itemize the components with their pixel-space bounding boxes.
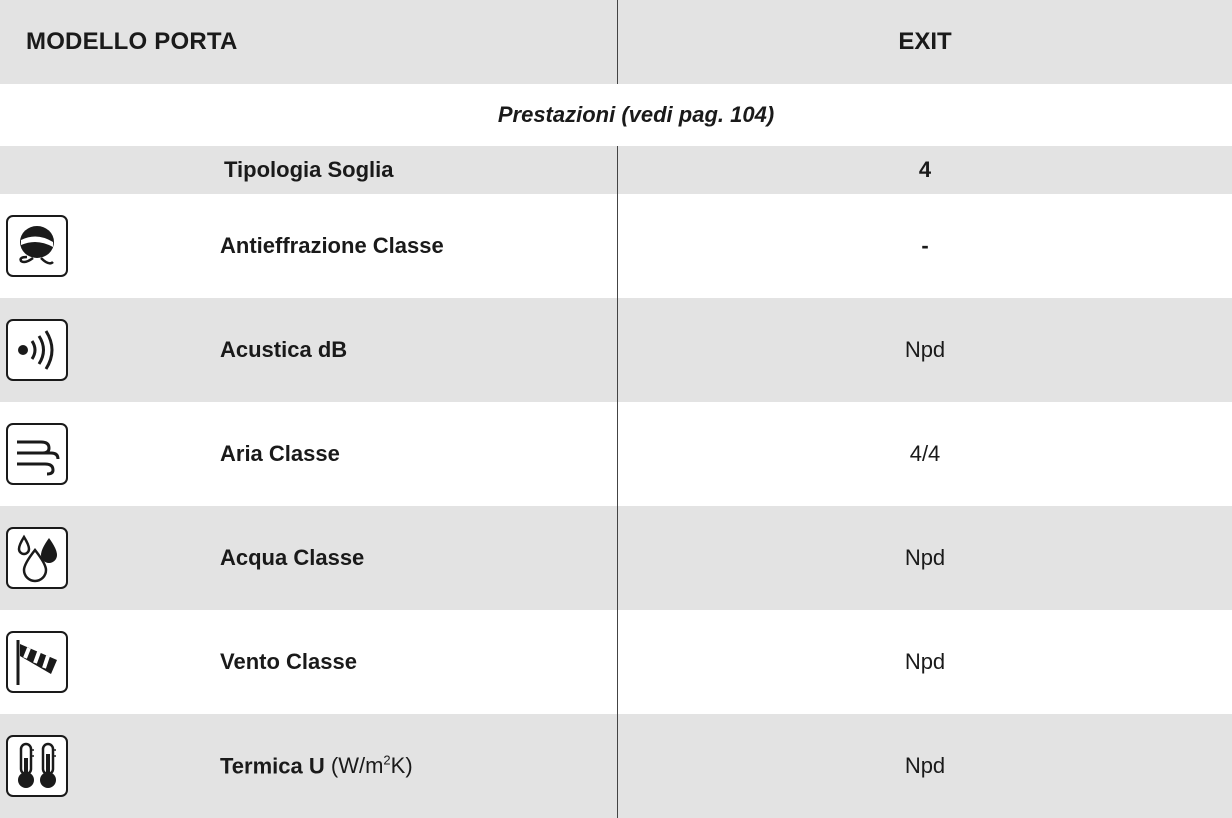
row-value: Npd [904, 337, 946, 362]
row-value: - [921, 233, 929, 258]
sound-waves-icon [6, 319, 68, 381]
table-row [0, 194, 1232, 298]
row-label: Aria Classe [220, 441, 340, 466]
row-label: Antieffrazione Classe [220, 233, 444, 258]
model-header-label: MODELLO PORTA [26, 28, 238, 55]
row-label [220, 753, 413, 779]
row-value: Npd [904, 649, 946, 674]
row-label: Vento Classe [220, 649, 357, 674]
table-row [0, 298, 1232, 402]
air-wind-icon [6, 423, 68, 485]
unit-superscript: 2 [383, 752, 391, 768]
row-value: 4/4 [909, 441, 941, 466]
column-divider [617, 0, 618, 84]
threshold-value: 4 [918, 157, 932, 182]
performance-reference: Prestazioni (vedi pag. 104) [497, 102, 775, 127]
model-name-header: EXIT [898, 28, 952, 55]
row-label: Acqua Classe [220, 545, 365, 570]
threshold-label: Tipologia Soglia [224, 157, 394, 182]
thermometer-icon [6, 735, 68, 797]
row-label-text: Termica U [220, 753, 325, 779]
table-row [0, 714, 1232, 818]
table-row [0, 610, 1232, 714]
table-header [0, 0, 1232, 84]
water-drops-icon [6, 527, 68, 589]
unit-prefix: (W/m [330, 753, 384, 779]
row-value: Npd [904, 545, 946, 570]
unit-suffix: K) [390, 753, 413, 779]
windsock-icon [6, 631, 68, 693]
burglar-mask-icon [6, 215, 68, 277]
row-label: Acustica dB [220, 337, 348, 362]
row-value: Npd [904, 753, 946, 778]
table-row [0, 506, 1232, 610]
row-label-unit [331, 753, 413, 778]
table-row [0, 402, 1232, 506]
column-divider [617, 146, 618, 818]
table-row [0, 146, 1232, 194]
section-subheader [0, 84, 1232, 146]
